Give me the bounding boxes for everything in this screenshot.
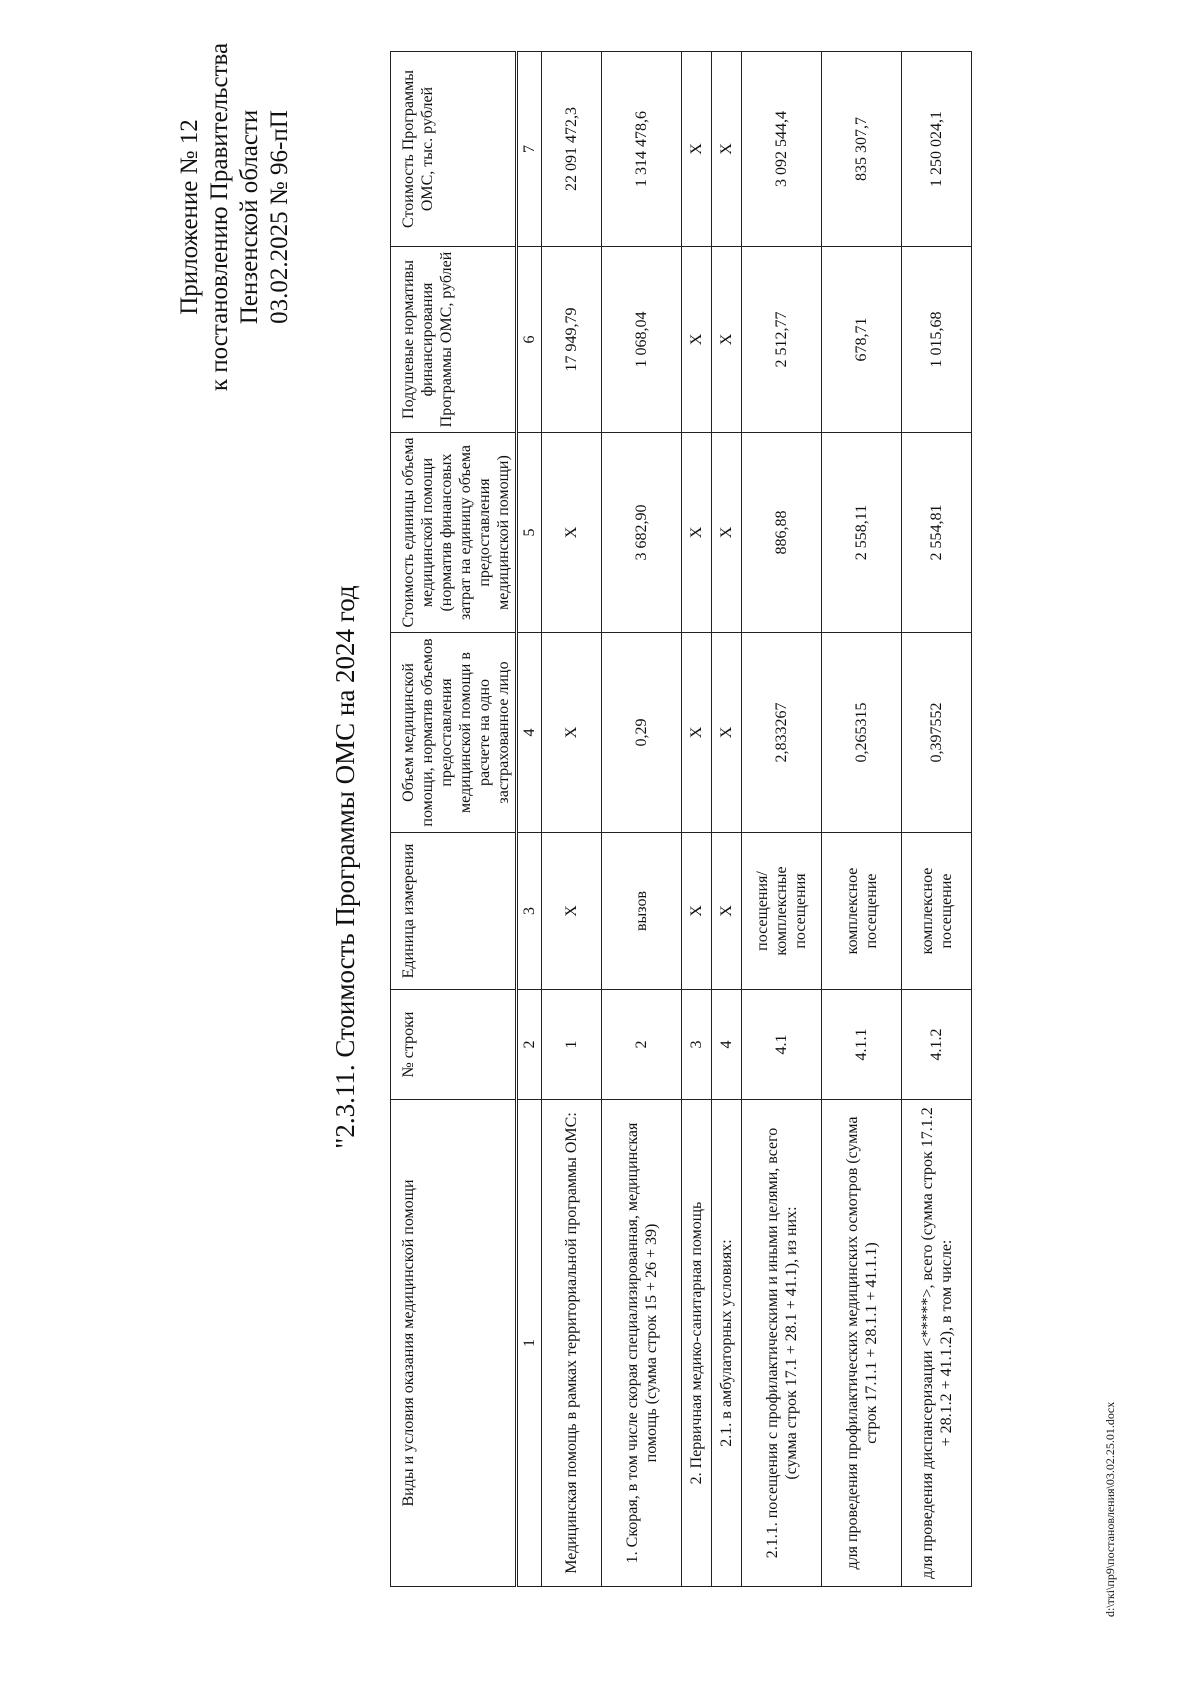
unit-cost-cell: 2 558,11 (822, 433, 902, 633)
unit-cell: X (682, 833, 712, 990)
row-number: 4.1.1 (822, 990, 902, 1100)
unit-cell: вызов (602, 833, 682, 990)
unit-cost-cell: 2 554,81 (902, 433, 972, 633)
appendix-region: Пензенской области (236, 109, 263, 325)
row-label: 2.1. в амбулаторных условиях: (712, 1100, 742, 1587)
appendix-block (175, 7, 295, 427)
row-number: 2 (602, 990, 682, 1100)
per-capita-cell: 1 015,68 (902, 247, 972, 433)
header-cell: Виды и условия оказания медицинской помощи (391, 1100, 517, 1587)
unit-cell: комплексное посещение (822, 833, 902, 990)
column-number: 1 (517, 1100, 542, 1587)
table-row (542, 52, 602, 1587)
header-cell: Стоимость Программы ОМС, тыс. рублей (391, 52, 517, 247)
row-label: для проведения диспансеризации <*****>, всего (сумма строк 17.1.2 + 28.1.2 + 41.1.2), в том числе: (902, 1100, 972, 1587)
column-number: 5 (517, 433, 542, 633)
volume-cell: 0,397552 (902, 633, 972, 833)
per-capita-cell: 1 068,04 (602, 247, 682, 433)
row-number: 1 (542, 990, 602, 1100)
per-capita-cell: X (712, 247, 742, 433)
per-capita-cell: X (682, 247, 712, 433)
unit-cost-cell: 3 682,90 (602, 433, 682, 633)
volume-cell: X (712, 633, 742, 833)
header-cell: № строки (391, 990, 517, 1100)
column-number: 7 (517, 52, 542, 247)
column-number: 6 (517, 247, 542, 433)
row-label: для проведения профилактических медицинских осмотров (сумма строк 17.1.1 + 28.1.1 + 41.1.1) (822, 1100, 902, 1587)
per-capita-cell: 17 949,79 (542, 247, 602, 433)
total-cost-cell: 1 250 024,1 (902, 52, 972, 247)
row-label: 1. Скорая, в том числе скорая специализированная, медицинская помощь (сумма строк 15 + 26 + 39) (602, 1100, 682, 1587)
unit-cell: посещения/ комплексные посещения (742, 833, 822, 990)
appendix-number: Приложение № 12 (176, 119, 203, 315)
header-cell: Стоимость единицы объема медицинской помощи (норматив финансовых затрат на единицу объема предоставления медицинской помощи) (391, 433, 517, 633)
table-row (822, 52, 902, 1587)
total-cost-cell: 3 092 544,4 (742, 52, 822, 247)
per-capita-cell: 678,71 (822, 247, 902, 433)
header-cell: Единица измерения (391, 833, 517, 990)
unit-cost-cell: X (542, 433, 602, 633)
volume-cell: X (682, 633, 712, 833)
section-title: "2.3.11. Стоимость Программы ОМС на 2024 год (330, 585, 360, 1149)
total-cost-cell: X (682, 52, 712, 247)
total-cost-cell: X (712, 52, 742, 247)
table-row (712, 52, 742, 1587)
column-number-row (517, 52, 542, 1587)
table-row (602, 52, 682, 1587)
volume-cell: X (542, 633, 602, 833)
row-number: 3 (682, 990, 712, 1100)
per-capita-cell: 2 512,77 (742, 247, 822, 433)
column-number: 2 (517, 990, 542, 1100)
table-row (742, 52, 822, 1587)
unit-cost-cell: 886,88 (742, 433, 822, 633)
unit-cell: X (712, 833, 742, 990)
column-number: 4 (517, 633, 542, 833)
total-cost-cell: 835 307,7 (822, 52, 902, 247)
volume-cell: 0,29 (602, 633, 682, 833)
row-label: 2. Первичная медико-санитарная помощь (682, 1100, 712, 1587)
cost-table (390, 51, 972, 1587)
unit-cost-cell: X (712, 433, 742, 633)
unit-cell: комплексное посещение (902, 833, 972, 990)
volume-cell: 2,833267 (742, 633, 822, 833)
unit-cost-cell: X (682, 433, 712, 633)
total-cost-cell: 1 314 478,6 (602, 52, 682, 247)
header-cell: Подушевые нормативы финансирования Программы ОМС, рублей (391, 247, 517, 433)
table-row (682, 52, 712, 1587)
row-number: 4.1 (742, 990, 822, 1100)
file-path-footer: d:\ткі\пр9\постановления\03.02.25.01.docx (1103, 1401, 1117, 1617)
row-label: Медицинская помощь в рамках территориальной программы ОМС: (542, 1100, 602, 1587)
row-number: 4.1.2 (902, 990, 972, 1100)
table-row (902, 52, 972, 1587)
total-cost-cell: 22 091 472,3 (542, 52, 602, 247)
row-label: 2.1.1. посещения с профилактическими и иными целями, всего (сумма строк 17.1 + 28.1 + 41.1), из них: (742, 1100, 822, 1587)
column-number: 3 (517, 833, 542, 990)
volume-cell: 0,265315 (822, 633, 902, 833)
appendix-reference: к постановлению Правительства (206, 42, 233, 392)
header-cell: Объем медицинской помощи, норматив объемов предоставления медицинской помощи в расчете на одно застрахованное лицо (391, 633, 517, 833)
unit-cell: X (542, 833, 602, 990)
table-header-row (391, 52, 517, 1587)
row-number: 4 (712, 990, 742, 1100)
appendix-date-number: 03.02.2025 № 96-пП (266, 110, 293, 324)
